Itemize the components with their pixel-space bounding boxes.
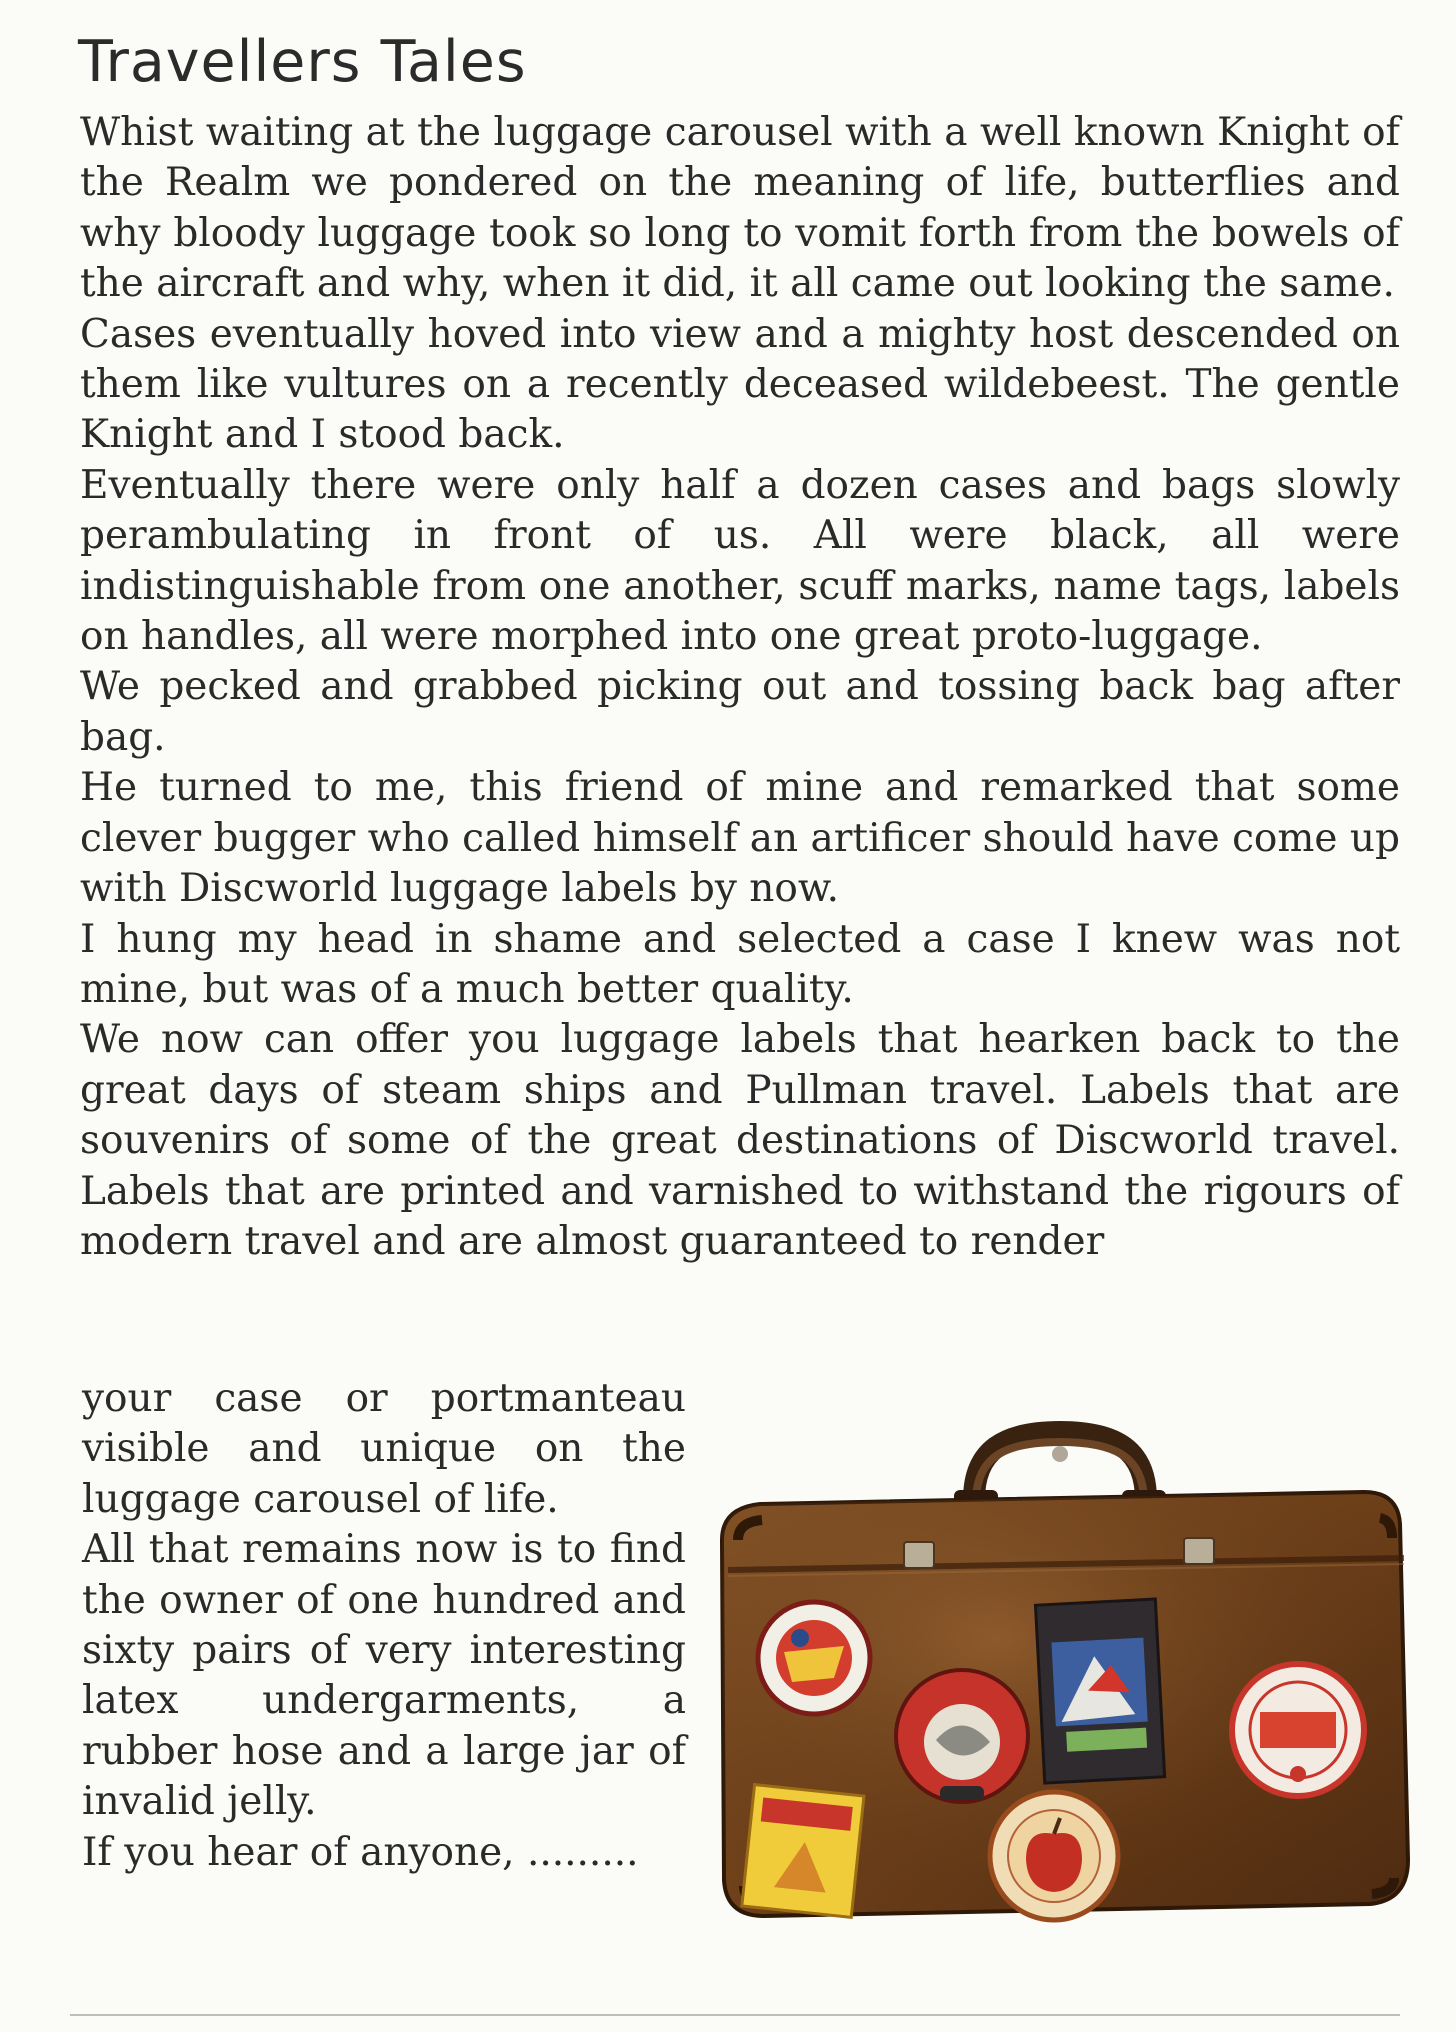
paragraph-cases-arrive: Cases eventually hoved into view and a mighty host descended on them like vultures on a recently deceased wildebeest. The gentle Knight and I stood back. (80, 311, 1400, 458)
suitcase-illustration (704, 1390, 1416, 1930)
page-title: Travellers Tales (78, 29, 527, 95)
paragraph-owner: All that remains now is to find the owner of one hundred and sixty pairs of very interesting latex undergarments, a rubber hose and a large jar of invalid jelly. (82, 1527, 686, 1825)
paragraph-offer: We now can offer you luggage labels that hearken back to the great days of steam ships and Pullman travel. Labels that are souvenirs of some of the great destinations of Discworld travel. Labels that are printed and varnished to withstand the rigours of modern travel and are almost guaranteed to render (80, 1017, 1400, 1264)
sticker-round-stamp-right (1232, 1664, 1364, 1796)
sticker-rect-mountain (1035, 1599, 1164, 1783)
sticker-circle-white (758, 1602, 870, 1714)
paragraph-visible-unique: your case or portmanteau visible and unique on the luggage carousel of life. (82, 1376, 686, 1522)
paragraph-friend-remark: He turned to me, this friend of mine and remarked that some clever bugger who called himself an artificer should have come up with Discworld luggage labels by now. (80, 765, 1400, 912)
bottom-rule (70, 2014, 1400, 2016)
sticker-yellow-rect (742, 1785, 864, 1918)
paragraph-shame: I hung my head in shame and selected a case I knew was not mine, but was of a much better quality. (80, 916, 1400, 1012)
sticker-round-red-left (896, 1670, 1028, 1802)
paragraph-black-cases: Eventually there were only half a dozen cases and bags slowly perambulating in front of us. All were black, all were indistinguishable from one another, scuff marks, name tags, labels on handles, all were morphed into one great proto-luggage. (80, 462, 1400, 660)
body-text-full-width (80, 108, 1400, 1267)
paragraph-pecked: We pecked and grabbed picking out and tossing back bag after bag. (80, 664, 1400, 760)
sticker-round-apple (990, 1792, 1118, 1920)
body-text-narrow-column (82, 1374, 686, 1878)
closing-line: If you hear of anyone, ......... (82, 1829, 639, 1875)
paragraph-carousel: Whist waiting at the luggage carousel with a well known Knight of the Realm we pondered on the meaning of life, butterflies and why bloody luggage took so long to vomit forth from the bowels of the aircraft and why, when it did, it all came out looking the same. (80, 110, 1400, 307)
